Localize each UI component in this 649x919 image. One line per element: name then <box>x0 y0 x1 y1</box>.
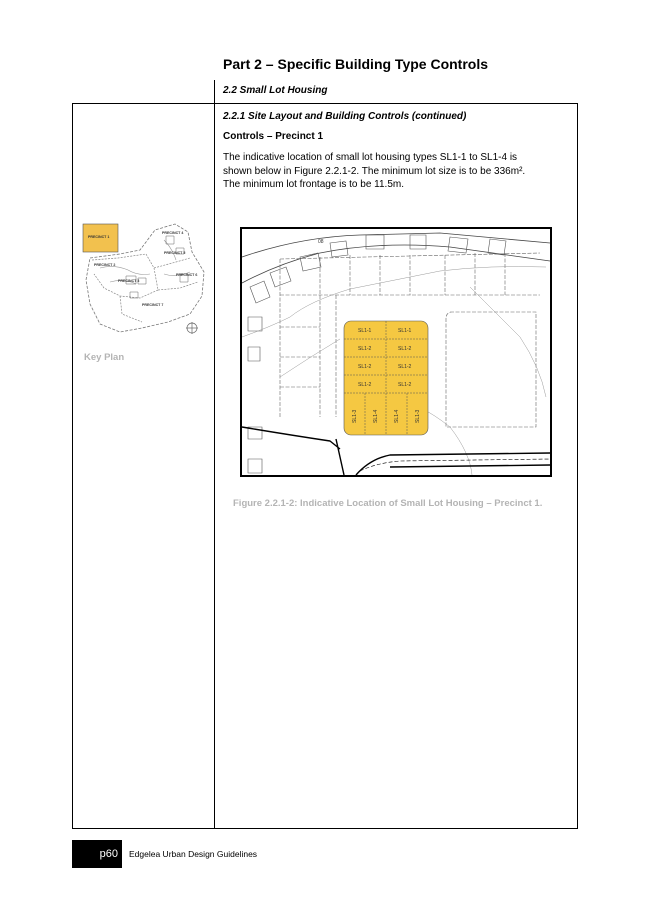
key-plan-label: Key Plan <box>84 352 125 363</box>
precinct-label: PRECINCT 2 <box>94 263 116 267</box>
road-label: 08 <box>318 239 324 245</box>
lot-label: SL1-2 <box>398 364 412 370</box>
lot-label: SL1-2 <box>358 364 372 370</box>
lot-label: SL1-4 <box>394 409 400 423</box>
site-plan-figure <box>240 227 552 477</box>
lot-outlines <box>126 236 188 298</box>
precinct-label: PRECINCT 4 <box>162 231 184 235</box>
precinct-label: PRECINCT 1 <box>88 235 110 239</box>
section-heading: 2.2.1 Site Layout and Building Controls (continued) <box>223 111 467 122</box>
body-line: The indicative location of small lot housing types SL1-1 to SL1-4 is <box>223 152 518 163</box>
precinct-label: PRECINCT 5 <box>164 251 186 255</box>
precinct-label: PRECINCT 6 <box>176 273 198 277</box>
lot-label: SL1-2 <box>358 382 372 388</box>
north-point-icon <box>186 322 198 334</box>
lot-label: SL1-1 <box>398 328 412 334</box>
lot-label: SL1-3 <box>352 409 358 423</box>
precinct-label: PRECINCT 7 <box>142 303 164 307</box>
column-divider <box>214 103 215 829</box>
body-line: shown below in Figure 2.2.1-2. The minimum lot size is to be 336m². <box>223 165 526 177</box>
page-title: Part 2 – Specific Building Type Controls <box>223 56 489 72</box>
lot-label: SL1-2 <box>358 346 372 352</box>
lot-label: SL1-2 <box>398 382 412 388</box>
column-divider-top <box>214 80 215 103</box>
subsection-heading: 2.2 Small Lot Housing <box>223 85 328 96</box>
body-paragraph <box>223 151 568 192</box>
lot-label: SL1-2 <box>398 346 412 352</box>
footer-doc-title: Edgelea Urban Design Guidelines <box>129 849 258 859</box>
small-lot-block <box>344 321 428 435</box>
key-plan-map <box>80 218 206 340</box>
figure-caption: Figure 2.2.1-2: Indicative Location of Small Lot Housing – Precinct 1. <box>233 498 543 509</box>
lot-label: SL1-1 <box>358 328 372 334</box>
precinct-label: PRECINCT 3 <box>118 279 140 283</box>
page-number: p60 <box>99 848 118 860</box>
lot-label: SL1-3 <box>415 409 421 423</box>
lot-label: SL1-4 <box>373 409 379 423</box>
body-line: The minimum lot frontage is to be 11.5m. <box>223 179 405 190</box>
controls-heading: Controls – Precinct 1 <box>223 131 324 142</box>
page-number-badge <box>72 840 122 868</box>
